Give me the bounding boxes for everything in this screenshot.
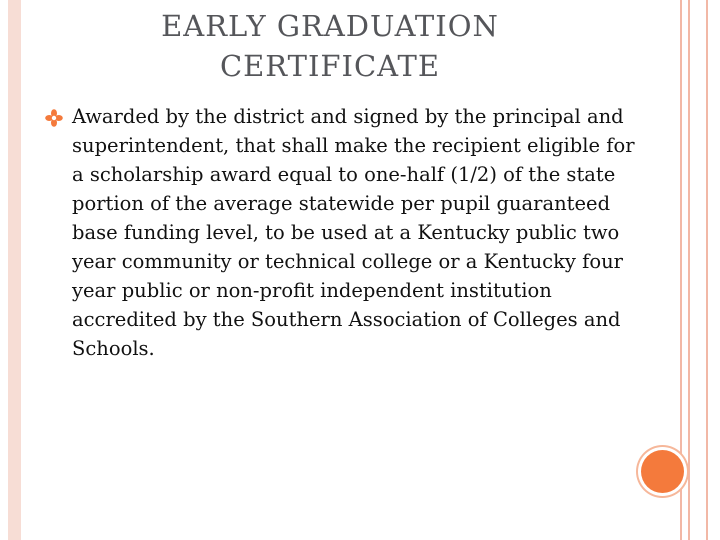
title-line: CERTIFICATE bbox=[219, 49, 441, 83]
right-decorative-rule bbox=[706, 0, 708, 540]
flower-bullet-icon bbox=[44, 108, 64, 128]
title-line: EARLY GRADUATION bbox=[161, 9, 499, 43]
left-decorative-rule bbox=[8, 0, 21, 540]
decorative-circle bbox=[641, 450, 684, 493]
slide-title bbox=[110, 6, 550, 86]
bullet-item bbox=[44, 102, 644, 363]
bullet-text: Awarded by the district and signed by the principal and superintendent, that shall make the recipient eligible for a scholarship award equal to one-half (1/2) of the state portion of the average statewide per pupil guaranteed base funding level, to be used at a Kentucky public two year community or technical college or a Kentucky four year public or non-profit independent institution accredited by the Southern Association of Colleges and Schools. bbox=[72, 105, 635, 360]
right-decorative-rule bbox=[688, 0, 690, 540]
bullet-list bbox=[44, 102, 644, 363]
